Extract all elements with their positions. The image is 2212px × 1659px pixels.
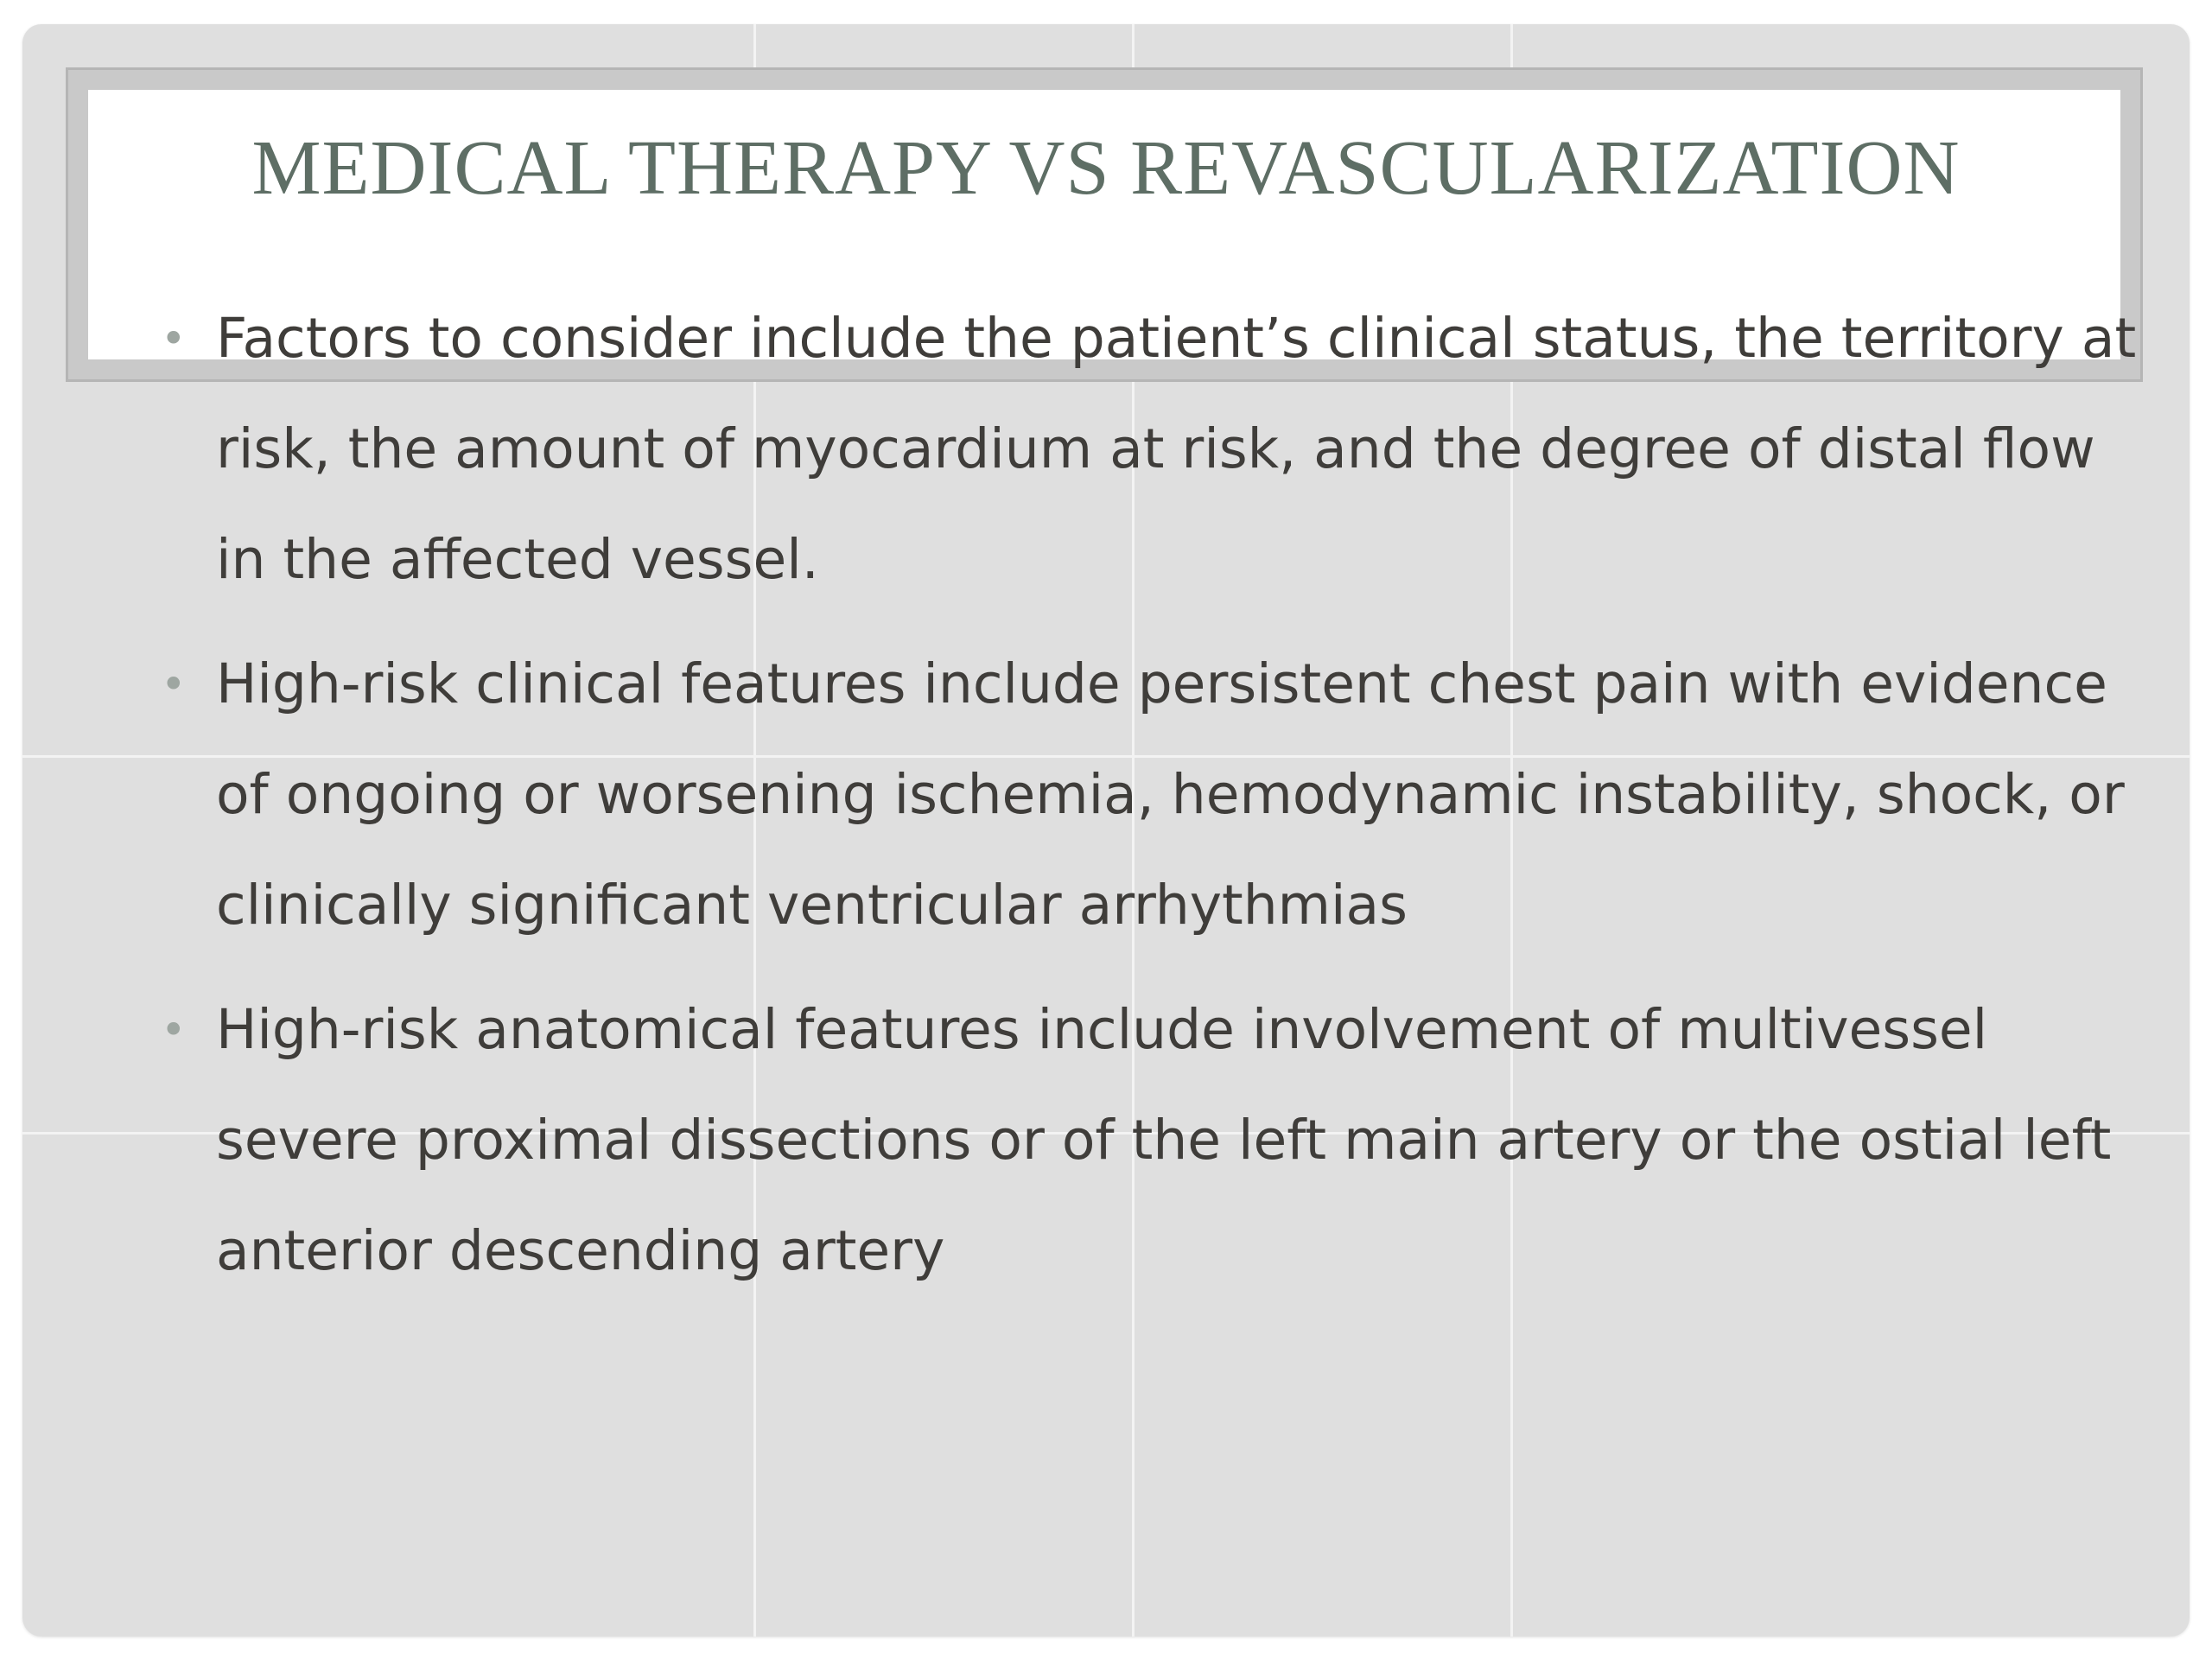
bullet-marker: • — [161, 659, 187, 709]
bullet-item — [22, 975, 2190, 1306]
slide-title: MEDICAL THERAPY VS REVASCULARIZATION — [251, 125, 1961, 211]
slide — [22, 24, 2190, 1637]
bullet-text: Factors to consider include the patient’s clinical status, the territory at risk, the amount of myocardium at risk, and the degree of distal flow in the affected vessel. — [216, 307, 2137, 591]
bullet-item — [22, 629, 2190, 961]
bullet-text: High-risk clinical features include persistent chest pain with evidence of ongoing or worsening ischemia, hemodynamic instability, shock, or clinically significant ventricular arrhythmias — [216, 652, 2125, 937]
bullet-item — [22, 283, 2190, 615]
bullet-list — [22, 283, 2190, 1320]
bullet-marker: • — [161, 1005, 187, 1055]
bullet-text: High-risk anatomical features include involvement of multivessel severe proximal dissections or of the left main artery or the ostial left anterior descending artery — [216, 998, 2112, 1282]
bullet-marker: • — [161, 314, 187, 364]
